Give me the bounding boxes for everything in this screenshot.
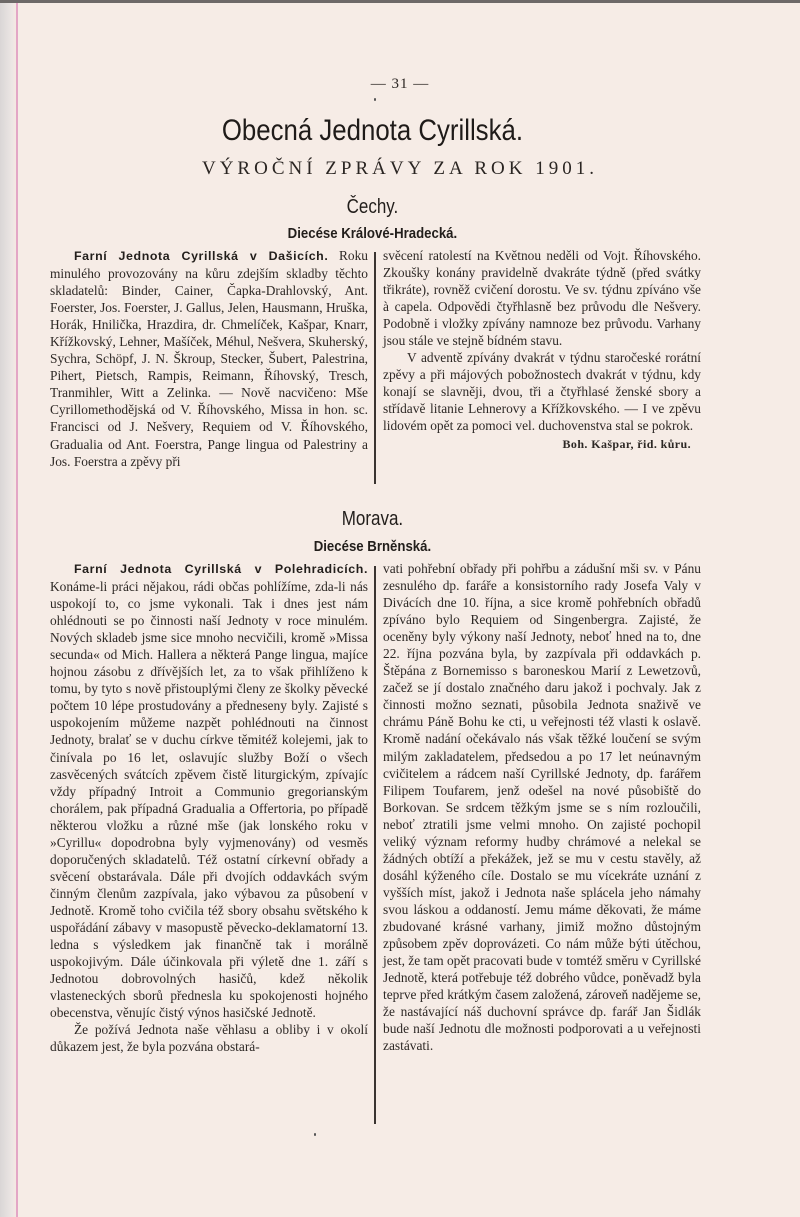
diocese-heading-kralove-hradecka: Diecése Králové-Hradecká. xyxy=(287,225,458,242)
article-lead: Farní Jednota Cyrillská v Dašicích. xyxy=(74,249,329,263)
article-paragraph: svěcení ratolestí na Květnou neděli od Vojt. Říhovského. Zkoušky konány pravidelně dvakráte týdně (před svátky třikráte), rovněž cvičení dorostu. Ve sv. týdnu zpíváno vše à capela. Odpovědi čtyřhlasně bez průvodu dle Nešvery. Podobně i vložky zpívány namnoze bez průvodu. Varhany jsou stále ve stejně bídném stavu. xyxy=(383,248,701,349)
column-divider xyxy=(374,566,376,1124)
article-paragraph: V adventě zpívány dvakrát v týdnu staročeské rorátní zpěvy a při májových pobožnostech dvakrát v týdnu, kdy konají se slavněji, dvou, tři a čtyřhlasé ženské sbory a střídavě litanie Lehnerovy a Křížkovského. — I ve zpěvu lidovém opět za pomoci vel. duchovenstva stal se pokrok. xyxy=(383,350,701,434)
signature: Boh. Kašpar, řid. kůru. xyxy=(562,436,691,451)
article-paragraph xyxy=(50,247,368,470)
section-cechy-left-column xyxy=(50,247,368,470)
article-paragraph: vati pohřební obřady při pohřbu a zádušní mši sv. v Pánu zesnulého dp. faráře a konsistorního rady Josefa Valy v Divácích dne 10. října, a sice kromě pohřebních obřadů zpíváno bylo Requiem od Singenbergra. Zajisté, že oceněny byly výkony naší Jednoty, neboť hned na to, dne 22. října pozvána byla, by zazpívala při oddavkách p. Štěpána z Bornemisso s baroneskou Marií z Lewetzovů, začež se jí dostalo značného daru jakož i pochvaly. Jak z činnosti možno seznati, působila Jednota snaživě ve chrámu Páně Bohu ke cti, u veřejnosti též vlasti k oslavě. Kromě nadání očekávalo nás však těžké loučení se svým milým zakladatelem, předsedou a po 17 let neúnavným cvičitelem a rádcem naší Cyrillské Jednoty, dp. farářem Filipem Toufarem, jenž odešel na nové působiště do Borkovan. Se srdcem těžkým jsme se s ním rozloučili, neboť ztratili jsme velmi mnoho. On zajisté pochopil veliký význam reformy hudby chrámové a nelekal se žádných obtíží a překážek, jež se mu v cestu stavěly, až dosáhl kýženého cíle. Dostalo se mu vícekráte uznání z vyšších míst, jakož i Jednota naše splácela jeho námahy svou láskou a oddaností. Jemu máme děkovati, že máme zbudované krásné varhany, jimiž možno důstojným způsobem zpěv doprovázeti. Co nám může býti útěchou, jest, že tam opět pracovati bude v tomtéž směru v Cyrillské Jednotě, která potřebuje též dobrého vůdce, poněvadž byla teprve před krátkým časem založená, zároveň nadějeme se, že nastávající náš duchovní správce dp. farář Jan Šidlák bude naší Jednotu dle možnosti podporovati a u veřejnosti zastávati. xyxy=(383,561,701,1054)
article-text: Roku minulého provozovány na kůru zdejším skladby těchto skladatelů: Binder, Cainer, Čapka-Drahlovský, Ant. Foerster, Jos. Foerster, J. Gallus, Jelen, Hausmann, Hruška, Horák, Hnilička, Hrazdira, dr. Chmelíček, Kašpar, Knarr, Křížkovský, Lehner, Mašíček, Méhul, Nešvera, Skuherský, Sychra, Schöpf, J. N. Škroup, Stecker, Šubert, Palestrina, Pihert, Pietsch, Rampis, Reimann, Říhovský, Tresch, Tranmihler, Witt a Zelinka. — Nově nacvičeno: Mše Cyrillomethodějská od V. Říhovského, Missa in hon. sc. Francisci od J. Nešvery, Requiem od V. Říhovského, Gradualia od Ant. Foerstra, Pange lingua od Palestriny a Jos. Foerstra a zpěvy při xyxy=(50,248,369,469)
diocese-heading-brnenska: Diecése Brněnská. xyxy=(313,538,432,555)
article-paragraph: Že požívá Jednota naše věhlasu a obliby i v okolí důkazem jest, že byla pozvána obstará- xyxy=(50,1022,368,1055)
article-text: Konáme-li práci nějakou, rádi občas pohlížíme, zda-li nás uspokojí to, co jsme vykonali. Tak i dnes jest nám ohlédnouti se po činnosti naší Jednoty v roce minulém. Nových skladeb jsme sice mnoho necvičili, kromě »Missa secunda« od Mich. Hallera a některá Pange lingua, majíce hojnou zásobu z dřívějších let, za to však přihlíženo k tomu, by tyto s nově přistouplými členy ze školky pěvecké počtem 10 lépe prostudovány a předneseny byly. Zajisté s uspokojením můžeme nazpět pohlédnouti na činnost Jednoty, bralať se v duchu církve těmitéž kolejemi, jak to činívala po 16 let, oslavujíc služby Boží o všech zasvěcených svátcích zpěvem čistě liturgickým, zpívajíc vždy případný Introit a Communio gregorianským chorálem, pak případná Gradualia a Offertoria, po případě některou vložku a různé mše (jak lonského roku v »Cyrillu« dopodrobna byly vyjmenovány) od vesměs doporučených skladatelů. Též ostatní církevní obřady a svěcení obstarávala. Dále při dvojích oddavkách svým činným členům zazpívala, jako výbavou za působení v Jednotě. Kromě toho cvičila též sbory obsahu světského k uspořádání zábavy v masopustě pěvecko-deklamatorní 13. ledna s výsledkem jak finančně tak i morálně uspokojivým. Dále účinkovala při výletě dne 1. září s Jednotou dobrovolných hasičů, kdež několik vlasteneckých sborů přednesla ku spokojenosti hojného obecenstva, věnujíc čistý výnos hasičské Jednotě. xyxy=(50,579,368,1021)
section-morava-right-column xyxy=(383,560,701,1054)
print-speck xyxy=(314,1133,316,1136)
region-heading-morava: Morava. xyxy=(341,508,404,530)
article-lead: Farní Jednota Cyrillská v Polehradicích. xyxy=(74,562,368,576)
print-speck xyxy=(374,98,376,101)
page-number: — 31 — xyxy=(370,76,430,92)
column-divider xyxy=(374,252,376,484)
region-heading-cechy: Čechy. xyxy=(346,196,399,218)
article-paragraph xyxy=(50,560,368,1021)
page-subtitle: VÝROČNÍ ZPRÁVY ZA ROK 1901. xyxy=(201,158,598,179)
section-cechy-right-column xyxy=(383,247,701,453)
section-morava-left-column xyxy=(50,560,368,1055)
page-title: Obecná Jednota Cyrillská. xyxy=(221,114,523,147)
